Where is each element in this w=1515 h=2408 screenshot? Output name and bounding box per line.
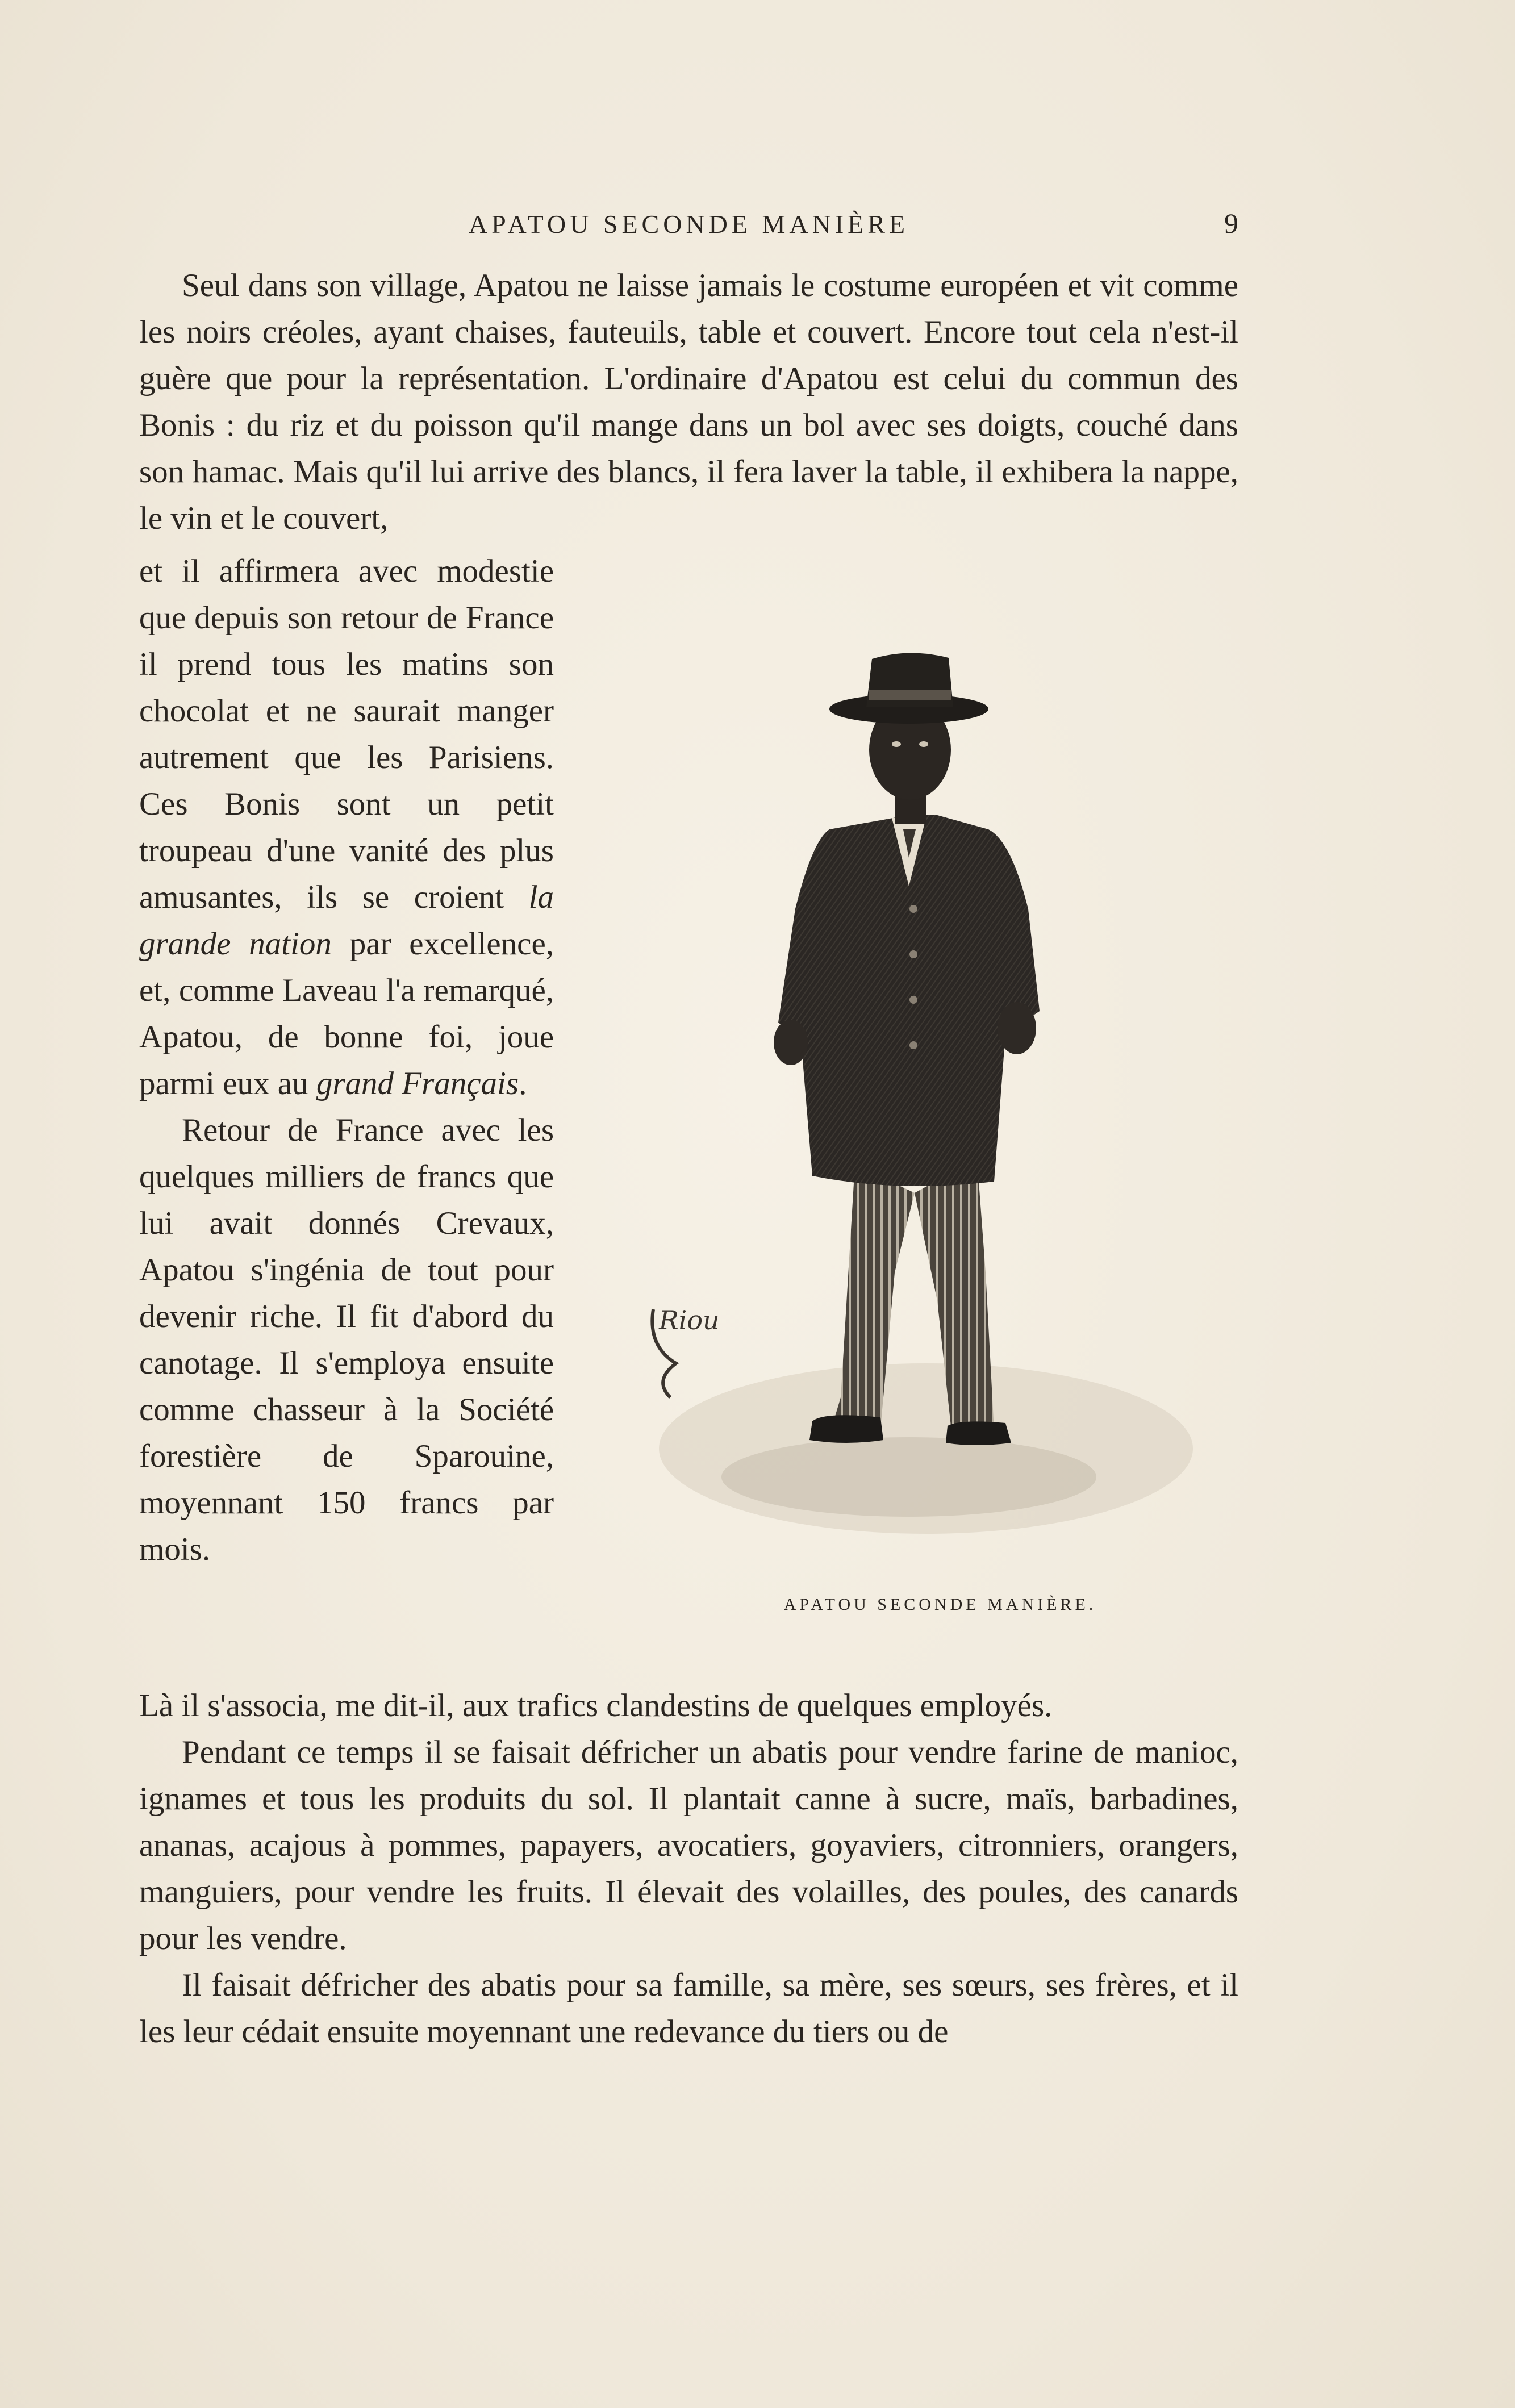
column-paragraph-1: et il affirmera avec modestie que depuis son retour de France il prend tous les matins son chocolat et ne saurait manger autrement que les Parisiens. Ces Bonis sont un petit troupeau d'une vanité des plus amusantes, ils se croient la grande nation par excellence, et, comme Laveau l'a remarqué, Apatou, de bonne foi, joue parmi eux au grand Français. [139,553,554,1101]
paragraph-2: Pendant ce temps il se faisait défricher un abatis pour vendre farine de manioc, ignames et tous les produits du sol. Il plantait canne à sucre, maïs, barbadines, ananas, acajous à pommes, papayers, avocatiers, goyaviers, citronniers, orangers, manguiers, pour vendre les fruits. Il élevait des volailles, des poules, des canards pour les vendre. [139,1734,1238,1956]
paragraph-continuation: Là il s'associa, me dit-il, aux trafics clandestins de quelques employés. [139,1688,1053,1723]
figure-caption: APATOU SECONDE MANIÈRE. [783,1595,1097,1614]
artist-signature: Riou [659,1305,720,1336]
column-paragraph-2: Retour de France avec les quelques milliers de francs que lui avait donnés Crevaux, Apatou s'ingénia de tout pour devenir riche. Il fit d'abord du canotage. Il s'employa ensuite comme chasseur à la Société forestière de Sparouine, moyennant 150 francs par mois. [139,1112,554,1567]
text-bottom [139,1683,1238,2055]
page-number: 9 [1224,207,1238,239]
engraving-illustration [642,591,1238,1579]
paragraph-3: Il faisait défricher des abatis pour sa famille, sa mère, ses sœurs, ses frères, et il les leur cédait ensuite moyennant une redevance du tiers ou de [139,1967,1238,2050]
page-header [139,206,1238,245]
text-top [139,262,1238,542]
paragraph-top: Seul dans son village, Apatou ne laisse jamais le costume européen et vit comme les noirs créoles, ayant chaises, fauteuils, table et couvert. Encore tout cela n'est-il guère que pour la représentation. L'ordinaire d'Apatou est celui du commun des Bonis : du riz et du poisson qu'il mange dans un bol avec ses doigts, couché dans son hamac. Mais qu'il lui arrive des blancs, il fera laver la table, il exhibera la nappe, le vin et le couvert, [139,268,1238,536]
text-column-left [139,548,554,1573]
running-head: APATOU SECONDE MANIÈRE [468,210,909,239]
